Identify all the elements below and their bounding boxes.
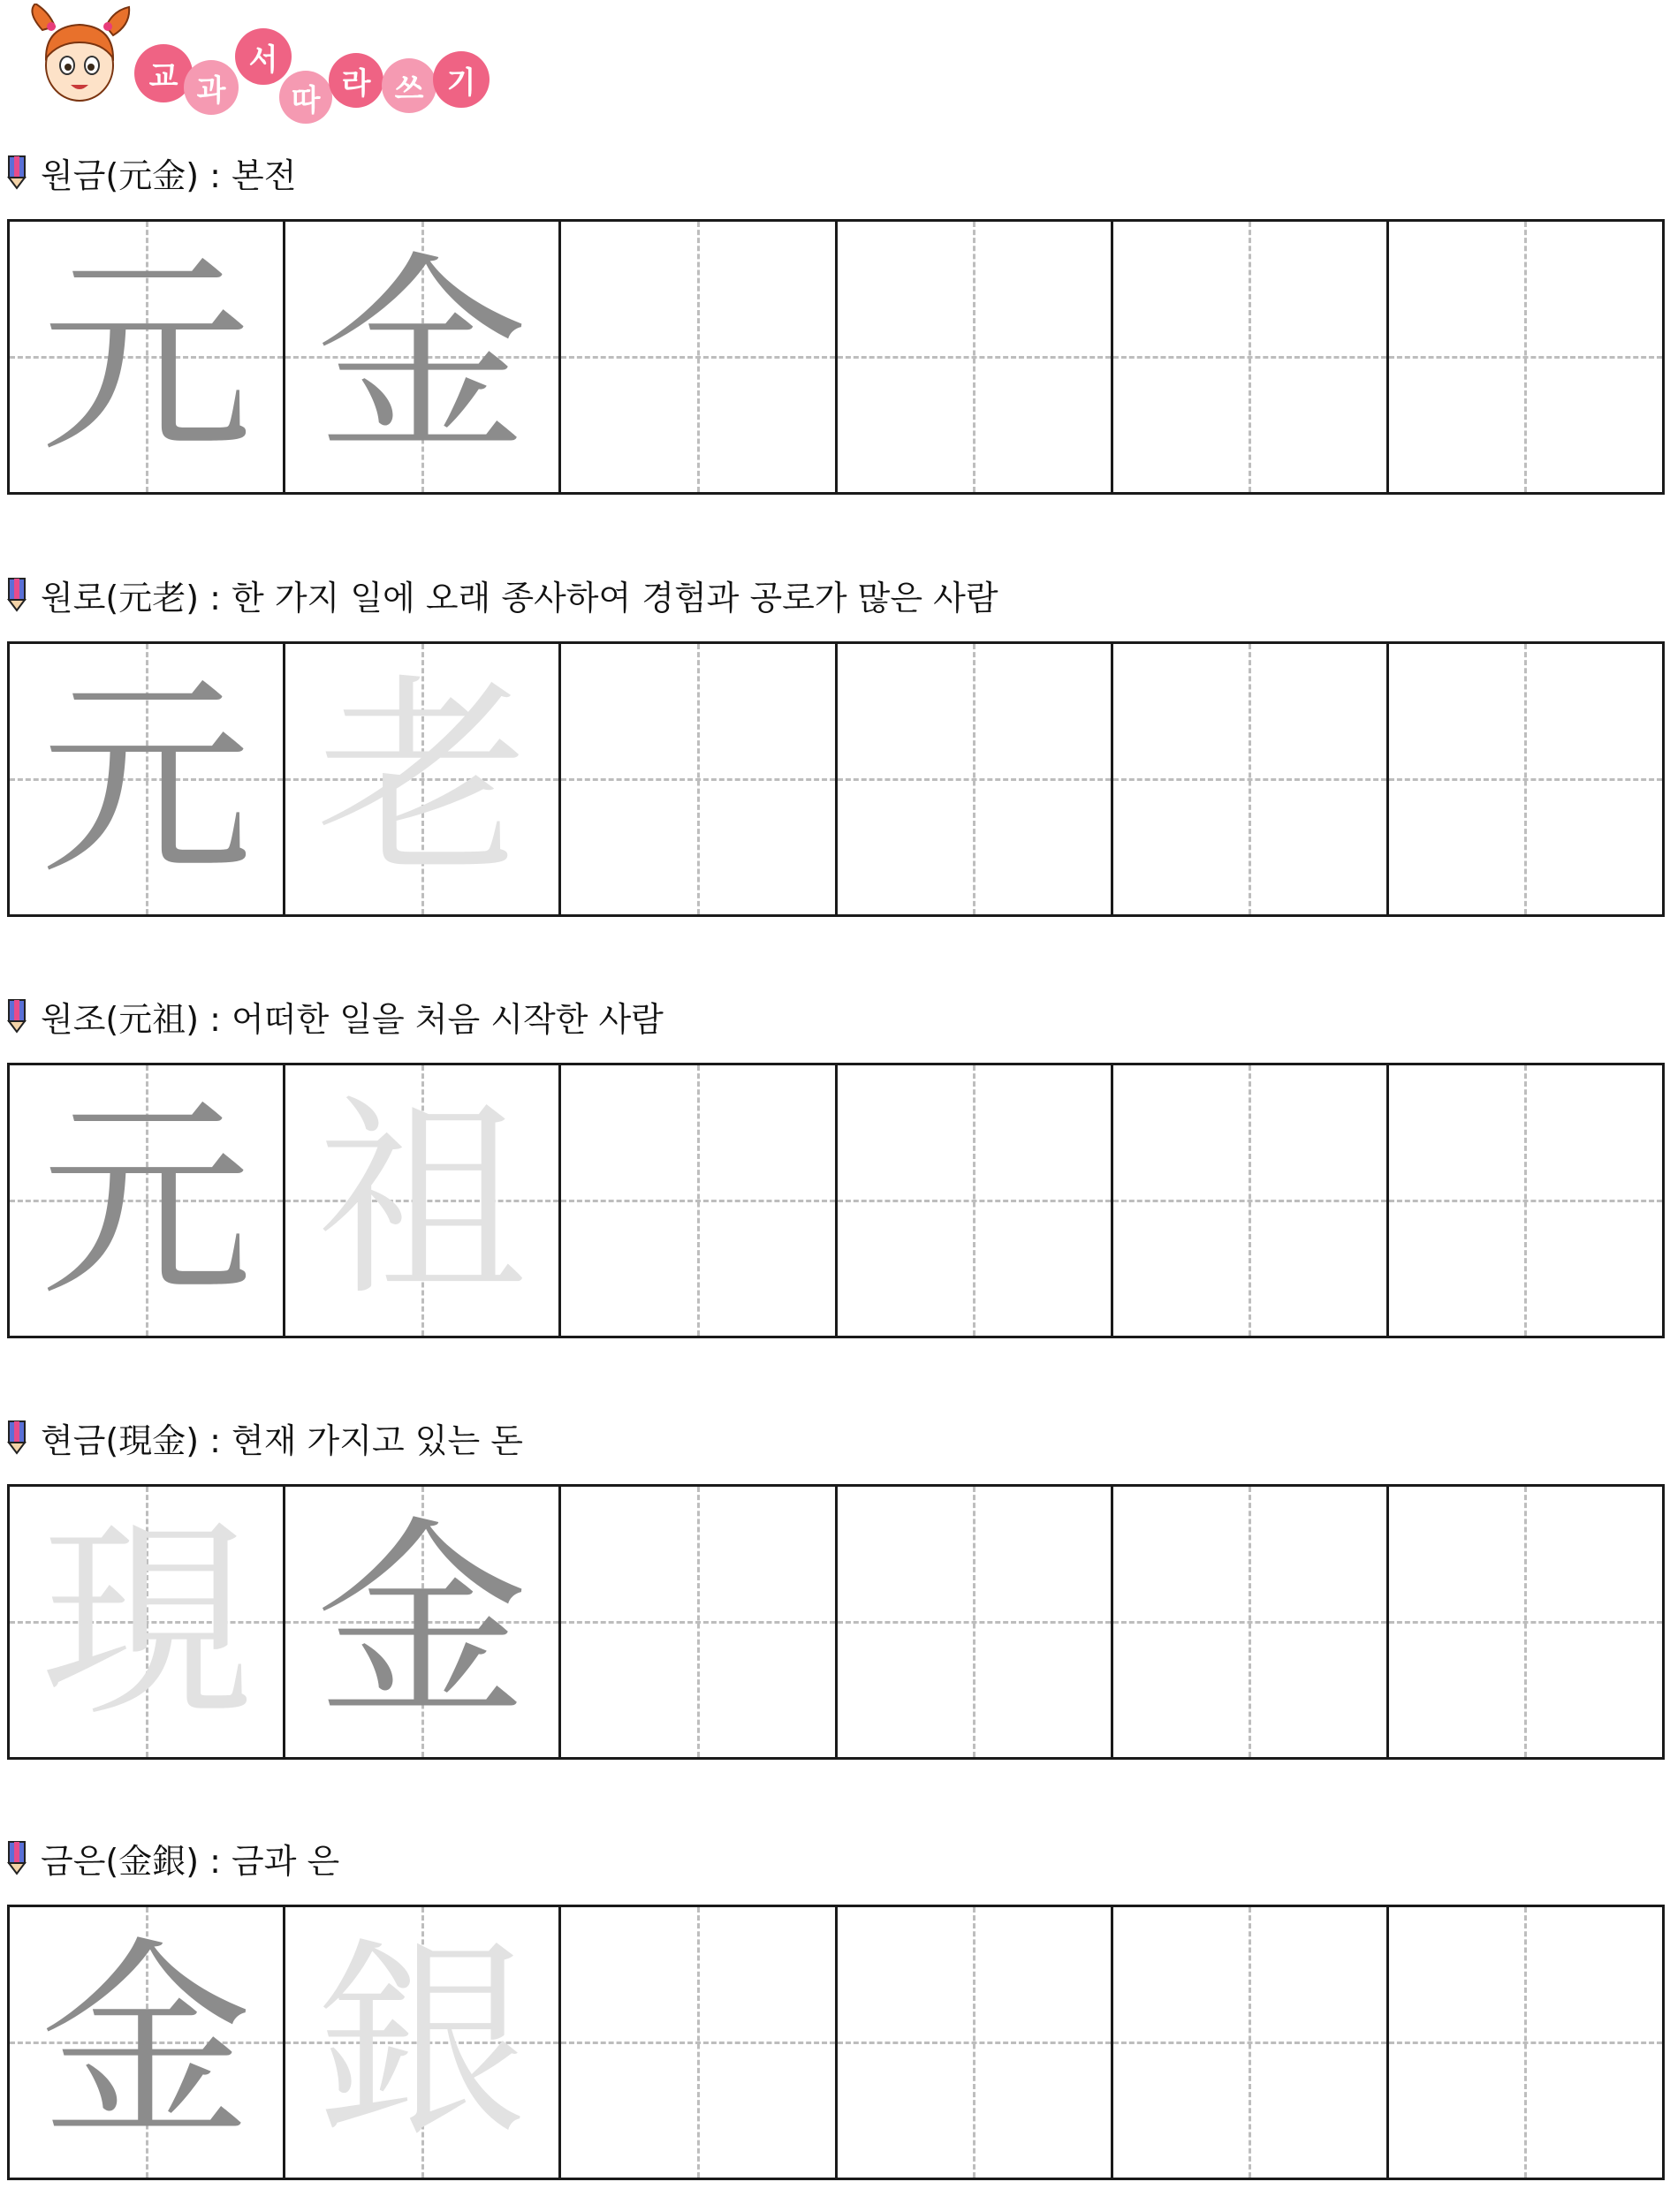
practice-cell[interactable] — [838, 644, 1113, 914]
practice-cell[interactable] — [285, 1065, 561, 1336]
trace-character: 銀 — [315, 1919, 528, 2166]
practice-cell[interactable] — [838, 222, 1113, 492]
word-title: 원로(元老) : 한 가지 일에 오래 종사하여 경험과 공로가 많은 사람 — [41, 578, 998, 617]
logo-letter-4: 따 — [279, 71, 332, 124]
trace-character: 現 — [40, 1498, 253, 1746]
trace-character: 老 — [315, 655, 528, 903]
trace-character: 金 — [315, 233, 528, 481]
trace-character: 元 — [40, 233, 253, 481]
word-title: 원조(元祖) : 어떠한 일을 처음 시작한 사람 — [41, 999, 664, 1039]
practice-grid — [7, 641, 1665, 917]
pencil-icon — [7, 998, 27, 1034]
logo-letter-1: 교 — [134, 44, 193, 102]
practice-grid — [7, 1484, 1665, 1760]
practice-cell[interactable] — [1389, 222, 1662, 492]
trace-character: 元 — [40, 655, 253, 903]
practice-grid — [7, 1063, 1665, 1338]
logo-letter-6: 쓰 — [382, 58, 436, 113]
practice-cell[interactable] — [561, 1487, 837, 1757]
logo-letter-5: 라 — [329, 53, 383, 108]
practice-cell[interactable] — [285, 222, 561, 492]
pencil-icon — [7, 1840, 27, 1875]
practice-cell[interactable] — [1389, 1907, 1662, 2178]
logo-letter-7: 기 — [433, 51, 490, 108]
practice-cell[interactable] — [285, 1487, 561, 1757]
practice-cell[interactable] — [285, 644, 561, 914]
practice-cell[interactable] — [10, 222, 285, 492]
practice-grid — [7, 219, 1665, 495]
trace-character: 元 — [40, 1077, 253, 1324]
word-title: 금은(金銀) : 금과 은 — [41, 1841, 340, 1881]
word-title-row — [7, 572, 998, 617]
practice-cell[interactable] — [10, 1487, 285, 1757]
pencil-icon — [7, 155, 27, 190]
practice-cell[interactable] — [1113, 222, 1389, 492]
practice-cell[interactable] — [838, 1065, 1113, 1336]
word-title-row — [7, 994, 664, 1038]
trace-character: 金 — [315, 1498, 528, 1746]
girl-mascot-icon — [25, 4, 135, 114]
practice-cell[interactable] — [10, 644, 285, 914]
trace-character: 祖 — [315, 1077, 528, 1324]
practice-cell[interactable] — [561, 1907, 837, 2178]
word-title-row — [7, 1836, 339, 1880]
practice-cell[interactable] — [1113, 1487, 1389, 1757]
practice-cell[interactable] — [838, 1907, 1113, 2178]
word-title-row — [7, 1415, 523, 1459]
practice-cell[interactable] — [1113, 1065, 1389, 1336]
practice-cell[interactable] — [10, 1065, 285, 1336]
trace-character: 金 — [40, 1919, 253, 2166]
practice-cell[interactable] — [285, 1907, 561, 2178]
pencil-icon — [7, 1420, 27, 1455]
practice-cell[interactable] — [838, 1487, 1113, 1757]
word-title-row — [7, 150, 296, 194]
logo — [25, 4, 484, 118]
practice-cell[interactable] — [561, 644, 837, 914]
pencil-icon — [7, 577, 27, 612]
practice-cell[interactable] — [561, 1065, 837, 1336]
practice-cell[interactable] — [561, 222, 837, 492]
logo-letter-2: 과 — [184, 60, 239, 115]
logo-letter-3: 서 — [235, 28, 292, 85]
practice-cell[interactable] — [1389, 644, 1662, 914]
practice-cell[interactable] — [10, 1907, 285, 2178]
practice-cell[interactable] — [1113, 644, 1389, 914]
practice-grid — [7, 1905, 1665, 2180]
word-title: 원금(元金) : 본전 — [41, 155, 297, 195]
word-title: 현금(現金) : 현재 가지고 있는 돈 — [41, 1420, 523, 1460]
practice-cell[interactable] — [1389, 1487, 1662, 1757]
practice-cell[interactable] — [1389, 1065, 1662, 1336]
practice-cell[interactable] — [1113, 1907, 1389, 2178]
